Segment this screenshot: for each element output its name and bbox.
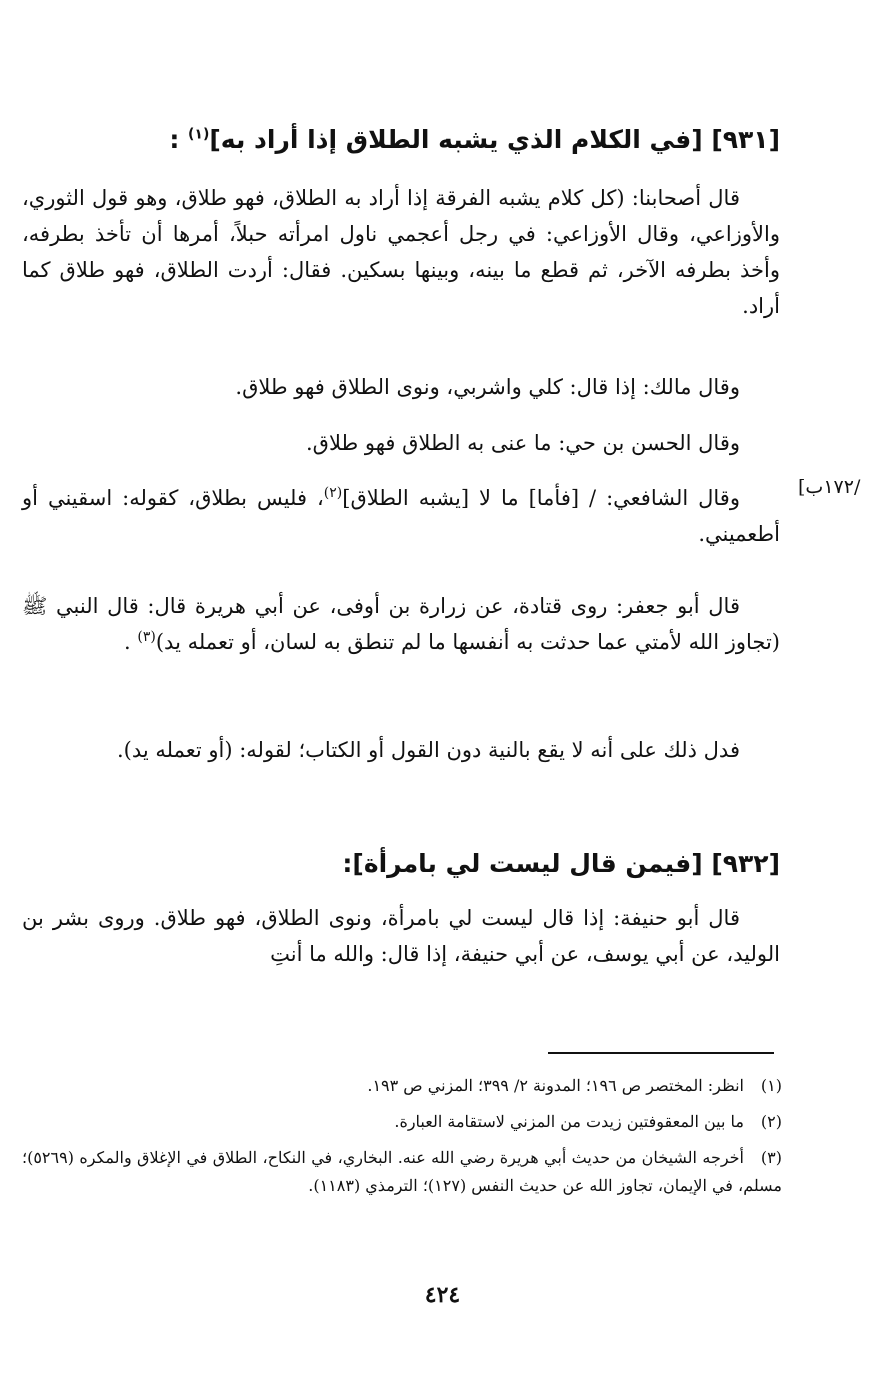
footnote-text: ما بين المعقوفتين زيدت من المزني لاستقامة العبارة. (394, 1112, 744, 1131)
footnote-number: (١) (760, 1076, 782, 1095)
footnote-divider (548, 1052, 774, 1054)
footnote-text: انظر: المختصر ص ١٩٦؛ المدونة ٢/ ٣٩٩؛ المزني ص ١٩٣. (367, 1076, 744, 1095)
footnote-ref-1[interactable]: (١) (188, 126, 210, 143)
footnote-ref-2[interactable]: (٢) (323, 485, 343, 501)
footnote-text: أخرجه الشيخان من حديث أبي هريرة رضي الله عنه. البخاري، في النكاح، الطلاق في الإغلاق والمكره (٥٢٦٩)؛ مسلم، في الإيمان، تجاوز الله عن حديث النفس (١٢٧)؛ الترمذي (١١٨٣). (22, 1148, 782, 1195)
footnote-2 (22, 1108, 782, 1136)
footnote-ref-3[interactable]: (٣) (137, 629, 156, 645)
paragraph (22, 588, 780, 660)
footnote-3 (22, 1144, 782, 1200)
paragraph-text: وقال الشافعي: / [فأما] ما لا [يشبه الطلاق] (342, 486, 740, 510)
section-heading-931 (22, 120, 780, 160)
paragraph: قال أبو حنيفة: إذا قال ليست لي بامرأة، ونوى الطلاق، فهو طلاق. وروى بشر بن الوليد، عن أبي يوسف، عن أبي حنيفة، إذا قال: والله ما أنتِ (22, 906, 780, 966)
paragraph-text: قال أبو جعفر: روى قتادة، عن زرارة بن أوفى، عن أبي هريرة قال: قال النبي ﷺ (تجاوز الله لأمتي عما حدثت به أنفسها ما لم تنطق به لسان، أو تعمله يد) (22, 594, 780, 654)
margin-note: /١٧٢ب] (798, 476, 861, 498)
paragraph: فدل ذلك على أنه لا يقع بالنية دون القول أو الكتاب؛ لقوله: (أو تعمله يد). (116, 738, 740, 762)
paragraph: وقال مالك: إذا قال: كلي واشربي، ونوى الطلاق فهو طلاق. (235, 375, 740, 399)
section-heading-932: [٩٣٢] [فيمن قال ليست لي بامرأة]: (342, 849, 780, 878)
footnote-number: (٢) (760, 1112, 782, 1131)
paragraph-text: . (124, 630, 138, 654)
paragraph (22, 480, 780, 552)
heading-text: [٩٣١] [في الكلام الذي يشبه الطلاق إذا أراد به] (209, 125, 780, 154)
page-number: ٤٢٤ (424, 1282, 461, 1308)
footnote-number: (٣) (760, 1148, 782, 1167)
paragraph: قال أصحابنا: (كل كلام يشبه الفرقة إذا أراد به الطلاق، فهو طلاق، وهو قول الثوري، والأوزاعي، وقال الأوزاعي: في رجل أعجمي ناول امرأته حبلاً، أمرها أن تأخذ بطرفه، وأخذ بطرفه الآخر، ثم قطع ما بينه، وبينها بسكين. فقال: أردت الطلاق، فهو طلاق كما أراد. (22, 186, 780, 318)
footnote-1 (22, 1072, 782, 1100)
paragraph-text: ، فليس بطلاق، كقوله: اسقيني أو أطعميني. (22, 486, 780, 546)
paragraph: وقال الحسن بن حي: ما عنى به الطلاق فهو طلاق. (306, 431, 740, 455)
heading-tail: : (169, 125, 189, 154)
